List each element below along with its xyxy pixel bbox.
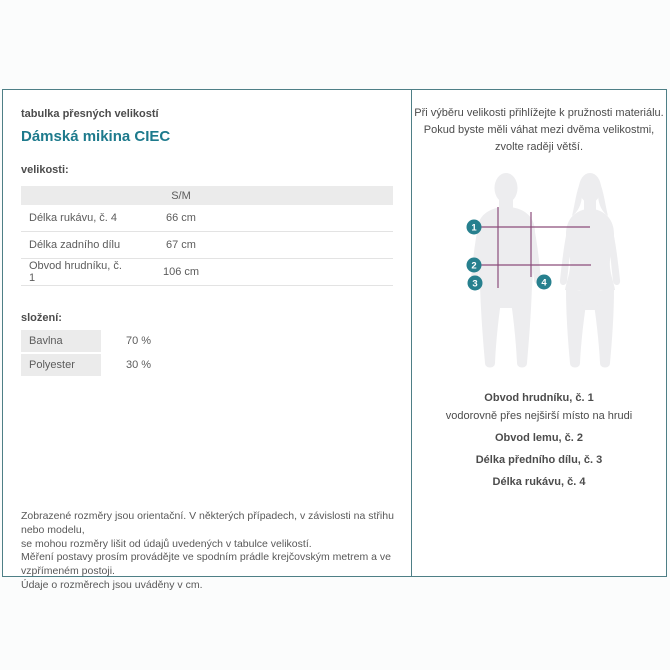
material-name: Bavlna <box>21 330 101 352</box>
composition-section-label: složení: <box>21 312 62 324</box>
legend-hem: Obvod lemu, č. 2 <box>494 432 584 444</box>
badge-1-number: 1 <box>471 222 477 234</box>
size-info-panel <box>3 90 412 591</box>
table-row <box>21 232 393 259</box>
size-column-header: S/M <box>171 189 191 202</box>
size-chart-sheet <box>2 89 667 591</box>
size-advice-line: Pokud byste měli váhat mezi dvěma velikostmi, <box>423 124 655 136</box>
material-percentage: 70 % <box>126 335 152 347</box>
disclaimer-line: se mohou rozměry lišit od údajů uvedených v tabulce velikostí. <box>21 537 312 550</box>
measurement-label: Obvod hrudníku, č. 1 <box>29 260 122 284</box>
disclaimer-line: Údaje o rozměrech jsou uváděny v cm. <box>21 578 203 591</box>
table-row <box>21 205 393 232</box>
measurement-guide-panel <box>412 90 666 576</box>
disclaimer-line: Měření postavy prosím provádějte ve spodním prádle krejčovským metrem a ve vzpřímeném postoji. <box>21 551 391 578</box>
measurement-label: Délka rukávu, č. 4 <box>29 212 118 224</box>
body-measurement-diagram <box>454 170 634 376</box>
disclaimer-line: Zobrazené rozměry jsou orientační. V některých případech, v závislosti na střihu nebo modelu, <box>21 510 394 536</box>
legend-chest: Obvod hrudníku, č. 1 <box>484 392 594 404</box>
measurement-value: 106 cm <box>162 266 200 278</box>
table-row <box>21 259 393 286</box>
size-advice-line: Při výběru velikosti přihlížejte k pružnosti materiálu. <box>414 107 664 119</box>
table-eyebrow-label: tabulka přesných velikostí <box>21 108 159 120</box>
legend-sleeve-length: Délka rukávu, č. 4 <box>492 476 586 488</box>
size-advice-line: zvolte raději větší. <box>494 141 584 153</box>
size-table <box>21 186 393 286</box>
badge-3-number: 3 <box>472 278 478 290</box>
disclaimer-text <box>21 510 401 593</box>
badge-4-number: 4 <box>541 277 547 289</box>
female-silhouette <box>560 173 620 368</box>
legend-front-length: Délka předního dílu, č. 3 <box>475 454 603 466</box>
measurement-label: Délka zadního dílu <box>29 239 121 251</box>
size-advice-text <box>412 105 666 156</box>
silhouettes-diagram <box>454 170 634 376</box>
composition-row <box>21 354 393 376</box>
measurement-value: 67 cm <box>166 239 196 251</box>
badge-2-number: 2 <box>471 260 477 272</box>
product-title: Dámská mikina CIEC <box>21 128 171 145</box>
size-table-header <box>21 186 393 205</box>
material-name: Polyester <box>21 354 101 376</box>
measurement-legend <box>412 391 666 489</box>
material-percentage: 30 % <box>126 359 152 371</box>
measurement-value: 66 cm <box>166 212 196 224</box>
composition-table <box>21 330 393 378</box>
sizes-section-label: velikosti: <box>21 164 69 176</box>
composition-row <box>21 330 393 352</box>
legend-chest-note: vodorovně přes nejširší místo na hrudi <box>445 410 633 422</box>
